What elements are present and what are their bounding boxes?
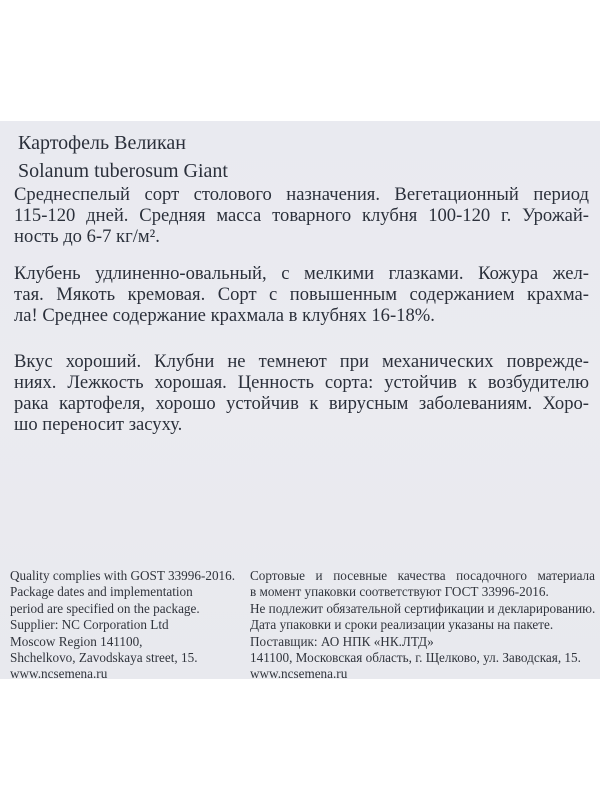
footer-line: Не подлежит обязательной сертификации и декларированию. — [250, 600, 596, 616]
text-line: Клубень удлиненно-овальный, с мелкими глазками. Кожура жел- — [14, 263, 589, 284]
text-line: ниях. Лежкость хорошая. Ценность сорта: устойчив к возбудителю — [14, 372, 589, 393]
text-line: ность до 6-7 кг/м². — [14, 226, 160, 247]
footer-line: Moscow Region 141100, — [10, 633, 143, 649]
footer-line: Shchelkovo, Zavodskaya street, 15. — [10, 650, 198, 666]
text-line: Вкус хороший. Клубни не темнеют при механических поврежде- — [14, 351, 589, 372]
footer-website: www.ncsemena.ru — [10, 666, 108, 682]
footer-line: period are specified on the package. — [10, 600, 200, 616]
description-paragraph-tuber — [14, 263, 589, 326]
product-title-russian: Картофель Великан — [18, 132, 186, 154]
footer-line: Quality complies with GOST 33996-2016. — [10, 568, 236, 583]
footer-english-info — [10, 568, 240, 683]
text-line: Среднеспелый сорт столового назначения. Вегетационный период — [14, 184, 589, 205]
product-title-latin: Solanum tuberosum Giant — [18, 160, 228, 182]
footer-line: Package dates and implementation — [10, 584, 193, 600]
footer-line: Сортовые и посевные качества посадочного материала — [250, 568, 595, 583]
footer-line: 141100, Московская область, г. Щелково, ул. Заводская, 15. — [250, 650, 581, 666]
footer-line: в момент упаковки соответствуют ГОСТ 33996-2016. — [250, 584, 549, 600]
footer-line: Supplier: NC Corporation Ltd — [10, 617, 169, 633]
footer-website: www.ncsemena.ru — [250, 666, 348, 682]
footer-line: Поставщик: АО НПК «НК.ЛТД» — [250, 633, 434, 649]
description-paragraph-taste — [14, 351, 589, 435]
description-paragraph-maturity — [14, 184, 589, 247]
text-line: рака картофеля, хорошо устойчив к вирусным заболеваниям. Хоро- — [14, 393, 589, 414]
text-line: 115-120 дней. Средняя масса товарного клубня 100-120 г. Урожай- — [14, 205, 589, 226]
text-line: ла! Среднее содержание крахмала в клубнях 16-18%. — [14, 305, 435, 326]
seed-packet-label — [0, 121, 600, 682]
text-line: тая. Мякоть кремовая. Сорт с повышенным содержанием крахма- — [14, 284, 589, 305]
footer-russian-info — [250, 568, 595, 683]
footer-line: Дата упаковки и сроки реализации указаны на пакете. — [250, 617, 554, 633]
text-line: шо переносит засуху. — [14, 414, 183, 435]
